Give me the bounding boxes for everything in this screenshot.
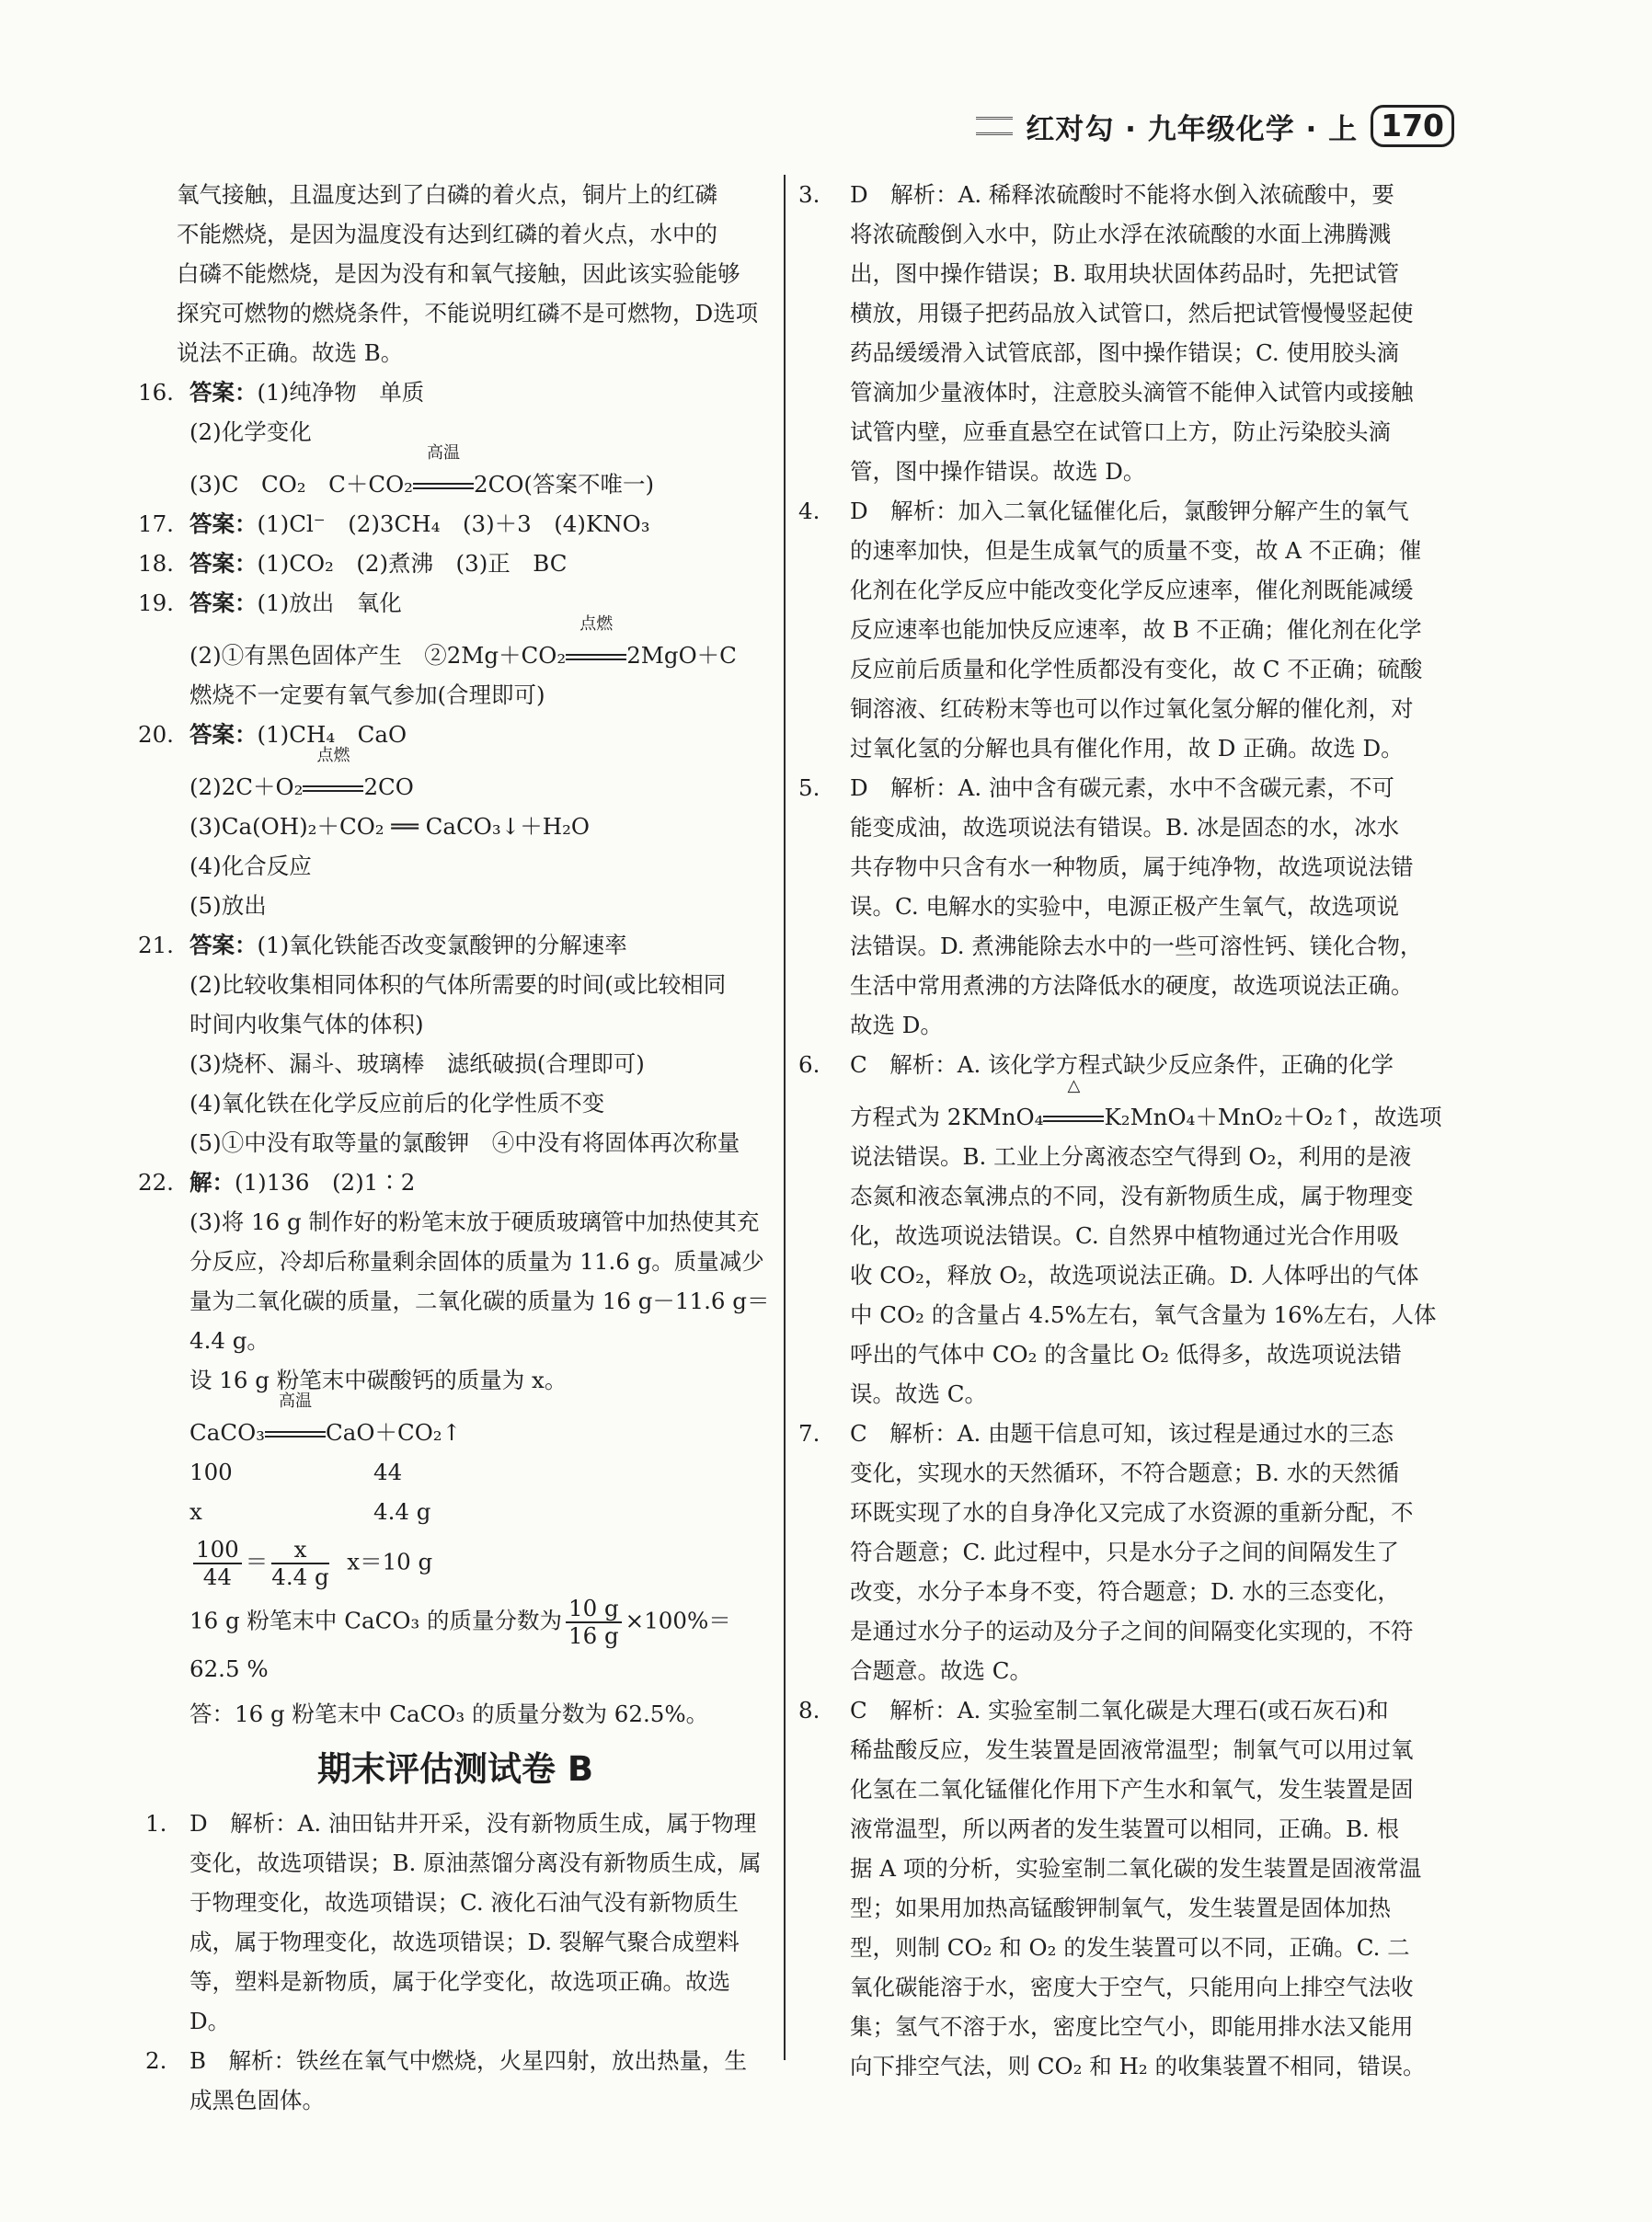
text-line: 变化，故选项错误；B. 原油蒸馏分离没有新物质生成，属	[189, 1850, 762, 1876]
answer-19	[138, 583, 773, 715]
text-line: 法错误。D. 煮沸能除去水中的一些可溶性钙、镁化合物，	[850, 933, 1423, 959]
text-line: 共存物中只含有水一种物质，属于纯净物，故选项说法错	[850, 853, 1414, 880]
equation-right: 2CO(答案不唯一)	[474, 471, 655, 498]
section-title: 期末评估测试卷 B	[316, 1749, 594, 1789]
text-line: 白磷不能燃烧，是因为没有和氧气接触，因此该实验能够	[177, 260, 740, 287]
reaction-condition: △	[1043, 1097, 1104, 1137]
text-line: 说法不正确。故选 B。	[177, 339, 404, 366]
answer-22	[138, 1163, 773, 1734]
column-divider	[784, 175, 786, 2060]
equation-left: 方程式为 2KMnO₄	[850, 1104, 1044, 1130]
question-number: 21.	[138, 932, 174, 958]
answer-label: 答案：	[189, 379, 258, 406]
answer-b7	[798, 1414, 1453, 1690]
text-line: 说法错误。B. 工业上分离液态空气得到 O₂，利用的是液	[850, 1143, 1412, 1170]
reaction-condition: 高温	[413, 464, 474, 504]
answer-17	[138, 504, 773, 544]
answer-label: 答案：	[189, 932, 258, 958]
equation-right: CaO＋CO₂↑	[326, 1419, 462, 1446]
answer-text: 4.4 g。	[189, 1327, 270, 1354]
reaction-condition: 点燃	[566, 636, 626, 675]
text-line: 管，图中操作错误。故选 D。	[850, 458, 1146, 485]
answer-b5	[798, 768, 1453, 1045]
mass-fraction	[189, 1596, 773, 1689]
text-line: 反应速率也能加快反应速率，故 B 不正确；催化剂在化学	[850, 616, 1422, 643]
answer-text: 时间内收集气体的体积)	[189, 1011, 424, 1037]
answer-b8	[798, 1690, 1453, 2086]
text-line: 呼出的气体中 CO₂ 的含量比 O₂ 低得多，故选项说法错	[850, 1341, 1402, 1368]
question-number: 1.	[145, 1810, 167, 1837]
text-line: D 解析：A. 油中含有碳元素，水中不含碳元素，不可	[850, 774, 1394, 801]
question-number: 16.	[138, 379, 174, 406]
text-line: 集；氢气不溶于水，密度比空气小，即能用排水法又能用	[850, 2013, 1414, 2040]
answer-label: 答案：	[189, 550, 258, 577]
answer-b4	[798, 491, 1453, 768]
equation-left: (2)2C＋O₂	[189, 773, 304, 800]
text-line: 横放，用镊子把药品放入试管口，然后把试管慢慢竖起使	[850, 300, 1414, 326]
question-number: 22.	[138, 1169, 174, 1196]
equation-right: 2MgO＋C	[626, 642, 737, 669]
question-number: 17.	[138, 510, 174, 537]
left-column	[138, 175, 773, 2120]
text-line: C 解析：A. 实验室制二氧化碳是大理石(或石灰石)和	[850, 1697, 1389, 1724]
text-line: C 解析：A. 该化学方程式缺少反应条件，正确的化学	[850, 1051, 1394, 1078]
question-number: 4.	[798, 498, 820, 524]
answer-label: 答案：	[189, 590, 258, 616]
answer-text: (1)Cl⁻ (2)3CH₄ (3)＋3 (4)KNO₃	[257, 510, 650, 537]
fraction: $\frac{10 g}{16 g}$	[566, 1596, 622, 1649]
text-line: 化，故选项说法错误。C. 自然界中植物通过光合作用吸	[850, 1222, 1399, 1249]
text-line: 化氢在二氧化锰催化作用下产生水和氧气，发生装置是固	[850, 1776, 1414, 1803]
text-line: 等，塑料是新物质，属于化学变化，故选项正确。故选 D。	[189, 1968, 730, 2034]
page-header	[976, 106, 1454, 146]
text-line: 将浓硫酸倒入水中，防止水浮在浓硫酸的水面上沸腾溅	[850, 221, 1391, 247]
answer-text: ×100%＝62.5 %	[189, 1607, 731, 1682]
page-number: 170	[1371, 105, 1454, 147]
text-line: 合题意。故选 C。	[850, 1657, 1033, 1684]
text-line: 态氮和液态氧沸点的不同，没有新物质生成，属于物理变	[850, 1183, 1414, 1209]
answer-text: 燃烧不一定要有氧气参加(合理即可)	[189, 681, 545, 708]
question-number: 7.	[798, 1420, 820, 1447]
fraction: $\frac{100}{44}$	[193, 1537, 242, 1590]
answer-text: (1)氧化铁能否改变氯酸钾的分解速率	[257, 932, 627, 958]
text-line: 故选 D。	[850, 1012, 943, 1038]
text-line: 于物理变化，故选项错误；C. 液化石油气没有新物质生	[189, 1889, 739, 1916]
text-line: 试管内壁，应垂直悬空在试管口上方，防止污染胶头滴	[850, 418, 1391, 445]
answer-text: (5)①中没有取等量的氯酸钾 ④中没有将固体再次称量	[189, 1129, 740, 1156]
text-line: 的速率加快，但是生成氧气的质量不变，故 A 不正确；催	[850, 537, 1422, 564]
answer-16	[138, 372, 773, 504]
question-number: 2.	[145, 2047, 167, 2074]
text-line: 误。C. 电解水的实验中，电源正极产生氧气，故选项说	[850, 893, 1399, 920]
text-line: 出，图中操作错误；B. 取用块状固体药品时，先把试管	[850, 260, 1400, 287]
answer-label: 答案：	[189, 510, 258, 537]
answer-20	[138, 715, 773, 925]
answer-text: 设 16 g 粉笔末中碳酸钙的质量为 x。	[189, 1367, 568, 1393]
answer-label: 解：	[189, 1169, 235, 1196]
text-line: 氧气接触，且温度达到了白磷的着火点，铜片上的红磷	[177, 181, 717, 208]
text-line: 型；如果用加热高锰酸钾制氧气，发生装置是固体加热	[850, 1895, 1391, 1921]
fraction: $\frac{x}{4.4 g}$	[271, 1536, 329, 1590]
question-number: 20.	[138, 721, 174, 748]
text-line: 管滴加少量液体时，注意胶头滴管不能伸入试管内或接触	[850, 379, 1414, 406]
text-line: 符合题意；C. 此过程中，只是水分子之间的间隔发生了	[850, 1539, 1399, 1565]
text-line: 稀盐酸反应，发生装置是固液常温型；制氧气可以用过氧	[850, 1736, 1414, 1763]
answer-text: (2)化学变化	[189, 418, 312, 445]
question-number: 18.	[138, 550, 174, 577]
answer-text: (1)136 (2)1∶2	[235, 1169, 416, 1196]
text-line: D 解析：加入二氧化锰催化后，氯酸钾分解产生的氧气	[850, 498, 1409, 524]
reaction-condition: 高温	[265, 1413, 326, 1452]
final-answer: 答：16 g 粉笔末中 CaCO₃ 的质量分数为 62.5%。	[189, 1701, 709, 1727]
header-decoration-icon	[976, 117, 1013, 135]
answer-label: 答案：	[189, 721, 258, 748]
text-line: D 解析：A. 油田钻井开采，没有新物质生成，属于物理	[189, 1810, 757, 1837]
text-line: 过氧化氢的分解也具有催化作用，故 D 正确。故选 D。	[850, 735, 1404, 762]
answer-21	[138, 925, 773, 1163]
answer-text: 16 g 粉笔末中 CaCO₃ 的质量分数为	[189, 1607, 563, 1634]
text-line: 药品缓缓滑入试管底部，图中操作错误；C. 使用胶头滴	[850, 339, 1399, 366]
question-number: 19.	[138, 590, 174, 616]
book-title: 红对勾 · 九年级化学 · 上	[1026, 112, 1359, 146]
text-line: 向下排空气法，则 CO₂ 和 H₂ 的收集装置不相同，错误。	[850, 2053, 1426, 2079]
equation-left: CaCO₃	[189, 1419, 266, 1446]
text-line: 化剂在化学反应中能改变化学反应速率，催化剂既能减缓	[850, 577, 1414, 603]
answer-text: (1)放出 氧化	[257, 590, 402, 616]
text-line: B 解析：铁丝在氧气中燃烧，火星四射，放出热量，生	[189, 2047, 748, 2074]
reaction-condition: 点燃	[303, 767, 363, 807]
text-line: 收 CO₂，释放 O₂，故选项说法正确。D. 人体呼出的气体	[850, 1262, 1419, 1289]
answer-text: (2)比较收集相同体积的气体所需要的时间(或比较相同	[189, 971, 727, 998]
answer-text: (3)将 16 g 制作好的粉笔末放于硬质玻璃管中加热使其充	[189, 1208, 760, 1235]
equation-left: (3)C CO₂ C＋CO₂	[189, 471, 414, 498]
text-line: 据 A 项的分析，实验室制二氧化碳的发生装置是固液常温	[850, 1855, 1422, 1882]
answer-text: (1)CO₂ (2)煮沸 (3)正 BC	[257, 550, 568, 577]
answer-text: (5)放出	[189, 892, 267, 919]
answer-b1	[138, 1804, 773, 2041]
text-line: 成黑色固体。	[189, 2087, 325, 2113]
text-line: 生活中常用煮沸的方法降低水的硬度，故选项说法正确。	[850, 972, 1414, 999]
ratio-row: 100 44	[189, 1459, 403, 1485]
answer-b2	[138, 2041, 773, 2120]
question-number: 6.	[798, 1051, 820, 1078]
text-line: 变化，实现水的天然循环，不符合题意；B. 水的天然循	[850, 1460, 1400, 1486]
text-line: 反应前后质量和化学性质都没有变化，故 C 不正确；硫酸	[850, 656, 1423, 682]
text-line: 是通过水分子的运动及分子之间的间隔变化实现的，不符	[850, 1618, 1414, 1644]
text-line: 环既实现了水的自身净化又完成了水资源的重新分配，不	[850, 1499, 1414, 1526]
equation-right: 2CO	[363, 773, 414, 800]
right-column	[798, 175, 1453, 2086]
question-number: 3.	[798, 181, 820, 208]
text-line: 探究可燃物的燃烧条件，不能说明红磷不是可燃物，D选项	[177, 300, 759, 326]
text-line: 能变成油，故选项说法有错误。B. 冰是固态的水，冰水	[850, 814, 1400, 841]
text-line: 中 CO₂ 的含量占 4.5%左右，氧气含量为 16%左右，人体	[850, 1301, 1437, 1328]
question-number: 5.	[798, 774, 820, 801]
text-line: 误。故选 C。	[850, 1380, 988, 1407]
text-line: 铜溶液、红砖粉末等也可以作过氧化氢分解的催化剂，对	[850, 695, 1414, 722]
continued-answer	[138, 175, 773, 372]
answer-text: (4)氧化铁在化学反应前后的化学性质不变	[189, 1090, 605, 1117]
answer-text: (3)Ca(OH)₂＋CO₂ ══ CaCO₃↓＋H₂O	[189, 813, 590, 840]
text-line: 不能燃烧，是因为温度没有达到红磷的着火点，水中的	[177, 221, 717, 247]
text-line: D 解析：A. 稀释浓硫酸时不能将水倒入浓硫酸中，要	[850, 181, 1394, 208]
text-line: 型，则制 CO₂ 和 O₂ 的发生装置可以不同，正确。C. 二	[850, 1934, 1410, 1961]
ratio-row: x 4.4 g	[189, 1498, 431, 1525]
answer-text: (1)CH₄ CaO	[257, 721, 407, 748]
text-line: 液常温型，所以两者的发生装置可以相同，正确。B. 根	[850, 1815, 1400, 1842]
text-line: 改变，水分子本身不变，符合题意；D. 水的三态变化，	[850, 1578, 1400, 1605]
equation-right: K₂MnO₄＋MnO₂＋O₂↑，故选项	[1104, 1104, 1442, 1130]
proportion: $\frac{100}{44}$ ＝ $\frac{x}{4.4 g}$ x＝10 g	[189, 1537, 773, 1590]
answer-text: (4)化合反应	[189, 853, 312, 879]
text-line: 氧化碳能溶于水，密度大于空气，只能用向上排空气法收	[850, 1974, 1414, 2000]
answer-text: 量为二氧化碳的质量，二氧化碳的质量为 16 g－11.6 g＝	[189, 1288, 770, 1314]
result-text: x＝10 g	[347, 1548, 433, 1575]
text-line: 成，属于物理变化，故选项错误；D. 裂解气聚合成塑料	[189, 1929, 740, 1955]
answer-text: 分反应，冷却后称量剩余固体的质量为 11.6 g。质量减少	[189, 1248, 764, 1275]
text-line: C 解析：A. 由题干信息可知，该过程是通过水的三态	[850, 1420, 1394, 1447]
answer-text: (3)烧杯、漏斗、玻璃棒 滤纸破损(合理即可)	[189, 1050, 645, 1077]
answer-b6	[798, 1045, 1453, 1414]
answer-text: (1)纯净物 单质	[257, 379, 425, 406]
question-number: 8.	[798, 1697, 820, 1724]
equation-left: (2)①有黑色固体产生 ②2Mg＋CO₂	[189, 642, 567, 669]
answer-b3	[798, 175, 1453, 491]
answer-18	[138, 544, 773, 583]
